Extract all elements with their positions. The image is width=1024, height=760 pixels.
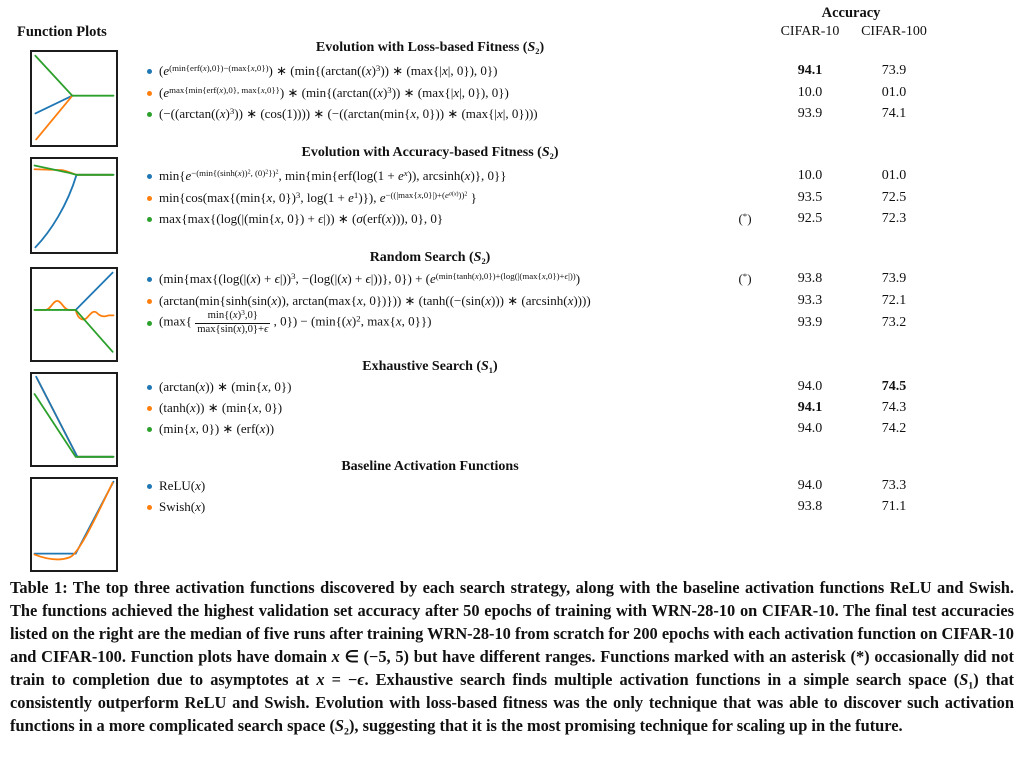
cifar10-value: 93.3 xyxy=(797,293,823,308)
bullet-dot xyxy=(147,174,152,179)
function-row xyxy=(147,308,1024,338)
function-formula: ReLU(x) xyxy=(159,478,206,493)
section-title-random-search: Random Search (S₂) xyxy=(369,250,491,265)
function-row xyxy=(147,188,1024,208)
cifar10-value: 93.8 xyxy=(797,271,823,286)
table-caption: Table 1: The top three activation functions discovered by each search strategy, along with the baseline activation functions ReLU and Swish. The functions achieved the highest validation set accuracy after 50 epochs of training with WRN-28-10 on CIFAR-10. The final test accuracies listed on the right are the median of five runs after training WRN-28-10 from scratch for 200 epochs with each activation function on CIFAR-10 and CIFAR-100. Function plots have domain x ∈ (−5, 5) but have different ranges. Functions marked with an asterisk (*) occasionally did not train to completion due to asymptotes at x = −ϵ. Exhaustive search finds multiple activation functions in a simple search space (S₁) that consistently outperform ReLU and Swish. Evolution with loss-based fitness was the only technique that was able to discover such activation functions in a more complicated search space (S₂), suggesting that it is the most promising technique for scaling up in the future. xyxy=(10,578,1015,735)
function-row xyxy=(147,209,1024,229)
cifar100-value: 01.0 xyxy=(881,168,907,183)
plot-canvas xyxy=(32,269,116,360)
cifar100-value: 73.9 xyxy=(881,271,907,286)
section-title-baseline: Baseline Activation Functions xyxy=(341,459,519,474)
section-title-accuracy-based: Evolution with Accuracy-based Fitness (S₂) xyxy=(301,145,559,160)
bullet-dot xyxy=(147,277,152,282)
bullet-dot xyxy=(147,484,152,489)
bullet-dot xyxy=(147,427,152,432)
function-formula: $\min\{e^{-(min\{(sinh(x))^2, (0)^2\})^2}$, $\min\{\min\{erf(\log(1 + e^x))$, arcsinh(x)}, 0}} xyxy=(159,168,507,183)
plot-canvas xyxy=(32,52,116,145)
function-formula: $(e^{max\{min\{erf(x),0\}, max\{x,0\}\}})$ ∗ ($\min\{(\arctan((x)^3))$ ∗ (max{|x|, 0}), 0}) xyxy=(159,85,509,100)
cifar100-value: 74.5 xyxy=(881,379,907,394)
bullet-dot xyxy=(147,196,152,201)
cifar100-value: 74.2 xyxy=(881,421,907,436)
function-row xyxy=(147,497,1024,517)
function-row xyxy=(147,104,1024,124)
cifar10-value: 92.5 xyxy=(797,211,823,226)
plot-canvas xyxy=(32,159,116,252)
cifar100-value: 72.5 xyxy=(881,190,907,205)
function-formula: (arctan(min{sinh(sin(x)), arctan(max{x, 0})})) ∗ (tanh((−(sin(x))) ∗ (arcsinh(x)))) xyxy=(159,293,591,308)
plot-canvas xyxy=(32,374,116,465)
cifar100-value: 72.1 xyxy=(881,293,907,308)
bullet-dot xyxy=(147,217,152,222)
cifar10-value: 93.9 xyxy=(797,315,823,330)
cifar10-value: 10.0 xyxy=(797,85,823,100)
function-formula: max{max{(log(|(min{x, 0}) + ϵ|)) ∗ (σ(erf(x))), 0}, 0} xyxy=(159,211,444,226)
function-plot-accuracy-based xyxy=(30,157,118,254)
function-formula: (min{x, 0}) ∗ (erf(x)) xyxy=(159,421,275,436)
cifar10-value: 93.5 xyxy=(797,190,823,205)
cifar100-value: 71.1 xyxy=(881,499,907,514)
cifar10-value: 93.9 xyxy=(797,106,823,121)
cifar10-value: 94.0 xyxy=(797,379,823,394)
bullet-dot xyxy=(147,299,152,304)
bullet-dot xyxy=(147,112,152,117)
cifar10-value: 94.1 xyxy=(797,63,823,78)
bullet-dot xyxy=(147,69,152,74)
cifar100-value: 74.3 xyxy=(881,400,907,415)
bullet-dot xyxy=(147,505,152,510)
bullet-dot xyxy=(147,91,152,96)
function-formula: min{cos(max{(min{x, 0})$^3$, $\log(1 + e^1)$}), $e^{-((|max\{x,0\}|)+(e^{\sigma(x)}))^2}$ } xyxy=(159,190,477,205)
cifar100-value: 73.9 xyxy=(881,63,907,78)
function-row xyxy=(147,476,1024,496)
plot-canvas xyxy=(32,479,116,570)
function-plot-random-search xyxy=(30,267,118,362)
function-row xyxy=(147,83,1024,103)
function-plot-exhaustive-search xyxy=(30,372,118,467)
function-formula: $(e^{(min\{erf(x),0\})-(max\{x,0\})})$ ∗ ($\min\{(\arctan((x)^3))$ ∗ (max{|x|, 0}), 0}) xyxy=(159,63,498,78)
section-title-loss-based: Evolution with Loss-based Fitness (S₂) xyxy=(315,40,545,55)
function-formula: ($-((\arctan((x)^3))$ ∗ (cos(1)))) ∗ (−((arctan(min{x, 0})) ∗ (max{|x|, 0}))) xyxy=(159,106,538,121)
cifar100-value: 74.1 xyxy=(881,106,907,121)
asterisk-note: (*) xyxy=(738,211,752,226)
cifar10-value: 94.0 xyxy=(797,478,823,493)
function-plots-label: Function Plots xyxy=(17,24,107,40)
bullet-dot xyxy=(147,406,152,411)
cifar100-value: 01.0 xyxy=(881,85,907,100)
cifar100-value: 73.2 xyxy=(881,315,907,330)
function-row xyxy=(147,377,1024,397)
cifar10-value: 10.0 xyxy=(797,168,823,183)
accuracy-header: Accuracy xyxy=(821,5,881,21)
function-row xyxy=(147,419,1024,439)
cifar10-column-header: CIFAR-10 xyxy=(780,24,840,39)
function-formula: (max{ $\frac{\min\{(x)^3,0\}}{\max\{\sin(x),0\}+\epsilon}$ , $0\}) - (\min\{(x)^2$, max{x, 0}}) xyxy=(159,309,432,335)
cifar100-column-header: CIFAR-100 xyxy=(861,24,927,39)
cifar100-value: 73.3 xyxy=(881,478,907,493)
bullet-dot xyxy=(147,385,152,390)
cifar100-value: 72.3 xyxy=(881,211,907,226)
function-row xyxy=(147,269,1024,289)
function-row xyxy=(147,398,1024,418)
function-row xyxy=(147,166,1024,186)
cifar10-value: 93.8 xyxy=(797,499,823,514)
function-formula: (arctan(x)) ∗ (min{x, 0}) xyxy=(159,379,292,394)
cifar10-value: 94.0 xyxy=(797,421,823,436)
function-plot-loss-based xyxy=(30,50,118,147)
cifar10-value: 94.1 xyxy=(797,400,823,415)
function-plot-baseline xyxy=(30,477,118,572)
bullet-dot xyxy=(147,321,152,326)
function-formula: (tanh(x)) ∗ (min{x, 0}) xyxy=(159,400,283,415)
asterisk-note: (*) xyxy=(738,271,752,286)
function-formula: ($\min\{\max\{(\log(|(x) + \epsilon|))^3$, −(log(|(x) + ϵ|))}, $0\}) + (e^{(min\{tanh(x),0\})+(log(|(max\{x,0\})+\epsilon|))})$ xyxy=(159,271,581,286)
function-formula: Swish(x) xyxy=(159,499,206,514)
section-title-exhaustive-search: Exhaustive Search (S₁) xyxy=(362,359,498,374)
function-row xyxy=(147,61,1024,81)
